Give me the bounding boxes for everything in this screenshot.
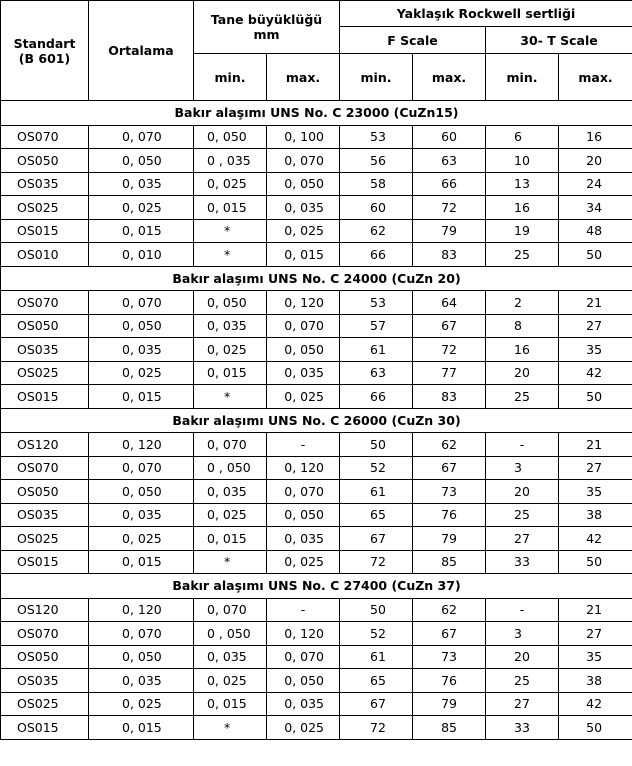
grain-max-cell: 0, 050 <box>267 503 340 527</box>
table-row <box>1 669 632 693</box>
standard-cell: OS050 <box>1 645 89 669</box>
grain-max-cell: 0, 070 <box>267 314 340 338</box>
t-min-cell: 25 <box>486 669 559 693</box>
average-cell: 0, 070 <box>89 456 194 480</box>
t-max-cell: 50 <box>559 243 632 267</box>
grain-max-cell: 0, 015 <box>267 243 340 267</box>
table-row <box>1 480 632 504</box>
f-min-cell: 72 <box>340 550 413 574</box>
average-cell: 0, 120 <box>89 433 194 457</box>
table-row <box>1 527 632 551</box>
f-min-cell: 60 <box>340 196 413 220</box>
grain-max-cell: 0, 025 <box>267 550 340 574</box>
table-row <box>1 385 632 409</box>
grain-min-cell: 0, 035 <box>194 480 267 504</box>
grain-min-cell: 0 , 050 <box>194 622 267 646</box>
t-min-cell: 6 <box>486 125 559 149</box>
f-min-cell: 61 <box>340 338 413 362</box>
grain-max-cell: 0, 035 <box>267 527 340 551</box>
f-min-cell: 65 <box>340 669 413 693</box>
table-row <box>1 219 632 243</box>
section-title: Bakır alaşımı UNS No. C 26000 (CuZn 30) <box>1 408 632 433</box>
t-min-cell: 27 <box>486 692 559 716</box>
grain-max-cell: 0, 025 <box>267 716 340 740</box>
f-max-cell: 79 <box>413 692 486 716</box>
grain-size-header <box>194 1 340 54</box>
t-max-cell: 20 <box>559 149 632 173</box>
t-max-header: max. <box>559 54 632 101</box>
average-cell: 0, 035 <box>89 172 194 196</box>
standard-cell: OS015 <box>1 550 89 574</box>
grain-max-cell: 0, 025 <box>267 219 340 243</box>
grain-max-cell: 0, 120 <box>267 622 340 646</box>
standard-cell: OS035 <box>1 172 89 196</box>
f-max-cell: 67 <box>413 456 486 480</box>
grain-min-cell: 0, 015 <box>194 361 267 385</box>
average-cell: 0, 025 <box>89 527 194 551</box>
t-min-cell: 10 <box>486 149 559 173</box>
f-max-cell: 85 <box>413 550 486 574</box>
average-cell: 0, 015 <box>89 716 194 740</box>
grain-min-cell: 0, 050 <box>194 125 267 149</box>
t-max-cell: 35 <box>559 338 632 362</box>
f-min-cell: 52 <box>340 622 413 646</box>
f-max-cell: 77 <box>413 361 486 385</box>
section-title: Bakır alaşımı UNS No. C 24000 (CuZn 20) <box>1 266 632 291</box>
average-cell: 0, 050 <box>89 314 194 338</box>
standard-cell: OS050 <box>1 480 89 504</box>
standard-cell: OS015 <box>1 385 89 409</box>
t-max-cell: 38 <box>559 503 632 527</box>
grain-min-cell: 0, 070 <box>194 433 267 457</box>
grain-max-cell: 0, 050 <box>267 338 340 362</box>
standard-cell: OS025 <box>1 692 89 716</box>
f-min-cell: 65 <box>340 503 413 527</box>
average-cell: 0, 035 <box>89 338 194 362</box>
standard-cell: OS035 <box>1 669 89 693</box>
section-row <box>1 574 632 599</box>
grain-max-cell: 0, 120 <box>267 291 340 315</box>
section-row <box>1 101 632 126</box>
grain-min-cell: 0, 025 <box>194 172 267 196</box>
t-min-cell: 25 <box>486 503 559 527</box>
table-row <box>1 338 632 362</box>
f-max-cell: 76 <box>413 503 486 527</box>
f-max-cell: 66 <box>413 172 486 196</box>
average-cell: 0, 070 <box>89 291 194 315</box>
t-max-cell: 42 <box>559 692 632 716</box>
table-row <box>1 291 632 315</box>
standard-cell: OS070 <box>1 125 89 149</box>
t-min-cell: 25 <box>486 243 559 267</box>
f-min-cell: 58 <box>340 172 413 196</box>
t-max-cell: 21 <box>559 433 632 457</box>
f-min-cell: 66 <box>340 385 413 409</box>
grain-min-cell: 0, 025 <box>194 338 267 362</box>
grain-min-cell: 0, 035 <box>194 314 267 338</box>
grain-max-cell: 0, 035 <box>267 692 340 716</box>
standard-cell: OS025 <box>1 196 89 220</box>
grain-max-cell: 0, 070 <box>267 480 340 504</box>
f-min-cell: 61 <box>340 645 413 669</box>
section-row <box>1 266 632 291</box>
f-min-cell: 67 <box>340 527 413 551</box>
table-body <box>1 101 632 740</box>
grain-max-cell: 0, 100 <box>267 125 340 149</box>
t-min-cell: 20 <box>486 361 559 385</box>
grain-max-cell: 0, 070 <box>267 645 340 669</box>
grain-min-cell: * <box>194 550 267 574</box>
grain-max-cell: 0, 120 <box>267 456 340 480</box>
grain-min-cell: 0, 025 <box>194 503 267 527</box>
t-max-cell: 50 <box>559 716 632 740</box>
f-min-cell: 67 <box>340 692 413 716</box>
t-min-cell: 20 <box>486 645 559 669</box>
grain-min-cell: * <box>194 243 267 267</box>
grain-max-cell: 0, 070 <box>267 149 340 173</box>
section-title: Bakır alaşımı UNS No. C 23000 (CuZn15) <box>1 101 632 126</box>
standard-cell: OS050 <box>1 149 89 173</box>
standard-cell: OS050 <box>1 314 89 338</box>
t-min-cell: 3 <box>486 456 559 480</box>
t-max-cell: 16 <box>559 125 632 149</box>
grain-min-cell: 0, 035 <box>194 645 267 669</box>
t-max-cell: 42 <box>559 361 632 385</box>
f-min-cell: 56 <box>340 149 413 173</box>
standard-cell: OS120 <box>1 433 89 457</box>
t-max-cell: 21 <box>559 598 632 622</box>
table-row <box>1 716 632 740</box>
t-min-cell: 25 <box>486 385 559 409</box>
grain-min-header: min. <box>194 54 267 101</box>
f-max-cell: 79 <box>413 527 486 551</box>
f-max-cell: 62 <box>413 598 486 622</box>
t-min-cell: 19 <box>486 219 559 243</box>
f-max-cell: 60 <box>413 125 486 149</box>
t-min-cell: 20 <box>486 480 559 504</box>
t-min-cell: 27 <box>486 527 559 551</box>
f-min-cell: 57 <box>340 314 413 338</box>
table-row <box>1 243 632 267</box>
t-min-cell: 33 <box>486 550 559 574</box>
average-cell: 0, 050 <box>89 480 194 504</box>
f-max-cell: 72 <box>413 338 486 362</box>
standard-cell: OS015 <box>1 716 89 740</box>
average-cell: 0, 010 <box>89 243 194 267</box>
standard-cell: OS120 <box>1 598 89 622</box>
t-min-cell: 13 <box>486 172 559 196</box>
f-min-cell: 72 <box>340 716 413 740</box>
standard-cell: OS025 <box>1 527 89 551</box>
t-min-cell: 8 <box>486 314 559 338</box>
table-row <box>1 149 632 173</box>
grain-max-cell: 0, 035 <box>267 196 340 220</box>
rockwell-header: Yaklaşık Rockwell sertliği <box>340 1 632 27</box>
grain-max-cell: 0, 025 <box>267 385 340 409</box>
average-cell: 0, 035 <box>89 669 194 693</box>
t-max-cell: 48 <box>559 219 632 243</box>
average-cell: 0, 015 <box>89 219 194 243</box>
f-max-cell: 73 <box>413 645 486 669</box>
t-min-cell: - <box>486 433 559 457</box>
f-max-cell: 83 <box>413 243 486 267</box>
standard-header <box>1 1 89 101</box>
t-min-cell: 16 <box>486 196 559 220</box>
grain-min-cell: 0, 050 <box>194 291 267 315</box>
average-header: Ortalama <box>89 1 194 101</box>
average-cell: 0, 050 <box>89 149 194 173</box>
table-row <box>1 314 632 338</box>
grain-min-cell: * <box>194 385 267 409</box>
f-min-cell: 63 <box>340 361 413 385</box>
table-row <box>1 503 632 527</box>
standard-cell: OS070 <box>1 291 89 315</box>
average-cell: 0, 070 <box>89 125 194 149</box>
f-min-cell: 66 <box>340 243 413 267</box>
standard-cell: OS025 <box>1 361 89 385</box>
grain-min-cell: 0, 015 <box>194 692 267 716</box>
t-max-cell: 35 <box>559 645 632 669</box>
f-max-cell: 72 <box>413 196 486 220</box>
grain-max-cell: - <box>267 598 340 622</box>
f-max-cell: 63 <box>413 149 486 173</box>
f-min-cell: 62 <box>340 219 413 243</box>
t-max-cell: 27 <box>559 314 632 338</box>
t-min-cell: 33 <box>486 716 559 740</box>
section-title: Bakır alaşımı UNS No. C 27400 (CuZn 37) <box>1 574 632 599</box>
f-min-cell: 50 <box>340 433 413 457</box>
standard-cell: OS035 <box>1 338 89 362</box>
grain-size-unit: mm <box>253 27 280 42</box>
f-max-cell: 62 <box>413 433 486 457</box>
table-row <box>1 692 632 716</box>
table-row <box>1 622 632 646</box>
t-min-header: min. <box>486 54 559 101</box>
t-min-cell: 2 <box>486 291 559 315</box>
average-cell: 0, 070 <box>89 622 194 646</box>
f-max-header: max. <box>413 54 486 101</box>
f-min-cell: 50 <box>340 598 413 622</box>
f-min-cell: 53 <box>340 291 413 315</box>
standard-cell: OS015 <box>1 219 89 243</box>
grain-min-cell: * <box>194 219 267 243</box>
table-row <box>1 550 632 574</box>
f-min-cell: 53 <box>340 125 413 149</box>
table-row <box>1 433 632 457</box>
grain-size-label: Tane büyüklüğü <box>210 12 323 27</box>
t-max-cell: 27 <box>559 622 632 646</box>
average-cell: 0, 015 <box>89 385 194 409</box>
t-max-cell: 27 <box>559 456 632 480</box>
average-cell: 0, 035 <box>89 503 194 527</box>
t-max-cell: 42 <box>559 527 632 551</box>
average-cell: 0, 025 <box>89 692 194 716</box>
t-max-cell: 50 <box>559 550 632 574</box>
grain-max-header: max. <box>267 54 340 101</box>
standard-cell: OS035 <box>1 503 89 527</box>
f-min-cell: 52 <box>340 456 413 480</box>
table-row <box>1 125 632 149</box>
standard-header-label: Standart <box>13 35 76 51</box>
f-max-cell: 79 <box>413 219 486 243</box>
f-max-cell: 83 <box>413 385 486 409</box>
standard-cell: OS010 <box>1 243 89 267</box>
grain-min-cell: 0 , 035 <box>194 149 267 173</box>
grain-max-cell: 0, 035 <box>267 361 340 385</box>
section-row <box>1 408 632 433</box>
f-max-cell: 76 <box>413 669 486 693</box>
table-row <box>1 172 632 196</box>
f-max-cell: 64 <box>413 291 486 315</box>
f-min-header: min. <box>340 54 413 101</box>
grain-max-cell: - <box>267 433 340 457</box>
grain-max-cell: 0, 050 <box>267 172 340 196</box>
grain-min-cell: 0, 025 <box>194 669 267 693</box>
standard-header-sub: (B 601) <box>18 50 71 66</box>
grain-min-cell: * <box>194 716 267 740</box>
table-row <box>1 361 632 385</box>
t-scale-header: 30- T Scale <box>486 27 632 54</box>
t-max-cell: 35 <box>559 480 632 504</box>
average-cell: 0, 120 <box>89 598 194 622</box>
standard-cell: OS070 <box>1 622 89 646</box>
f-max-cell: 85 <box>413 716 486 740</box>
standard-cell: OS070 <box>1 456 89 480</box>
t-max-cell: 50 <box>559 385 632 409</box>
table-row <box>1 645 632 669</box>
f-max-cell: 67 <box>413 622 486 646</box>
table-row <box>1 598 632 622</box>
table-row <box>1 456 632 480</box>
t-max-cell: 38 <box>559 669 632 693</box>
table-header <box>1 1 632 101</box>
f-min-cell: 61 <box>340 480 413 504</box>
f-scale-header: F Scale <box>340 27 486 54</box>
table-row <box>1 196 632 220</box>
average-cell: 0, 025 <box>89 196 194 220</box>
grain-min-cell: 0, 070 <box>194 598 267 622</box>
t-min-cell: - <box>486 598 559 622</box>
t-max-cell: 21 <box>559 291 632 315</box>
grain-min-cell: 0, 015 <box>194 196 267 220</box>
f-max-cell: 67 <box>413 314 486 338</box>
t-max-cell: 34 <box>559 196 632 220</box>
average-cell: 0, 025 <box>89 361 194 385</box>
t-max-cell: 24 <box>559 172 632 196</box>
t-min-cell: 16 <box>486 338 559 362</box>
grain-min-cell: 0 , 050 <box>194 456 267 480</box>
average-cell: 0, 050 <box>89 645 194 669</box>
f-max-cell: 73 <box>413 480 486 504</box>
average-cell: 0, 015 <box>89 550 194 574</box>
grain-min-cell: 0, 015 <box>194 527 267 551</box>
grain-max-cell: 0, 050 <box>267 669 340 693</box>
t-min-cell: 3 <box>486 622 559 646</box>
